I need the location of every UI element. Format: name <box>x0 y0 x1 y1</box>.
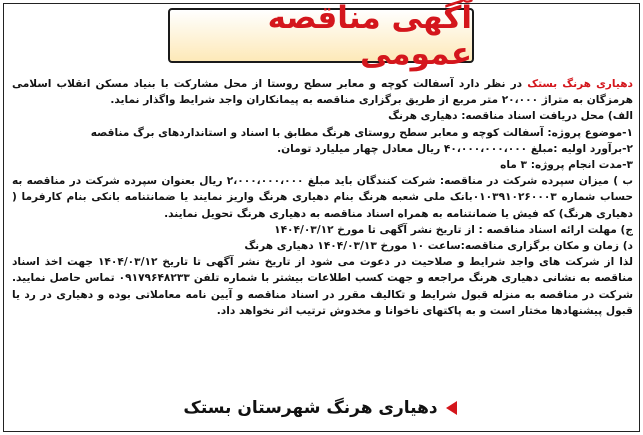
item-1-subject: ۱-موضوع پروژه: آسفالت کوچه و معابر سطح روستای هرنگ مطابق با اسناد و استانداردهای برگ مناقصه <box>90 126 633 139</box>
item-2-estimate: ۲-برآورد اولیه :مبلغ ۴۰،۰۰۰،۰۰۰،۰۰۰ ریال معادل چهار میلیارد تومان. <box>277 142 633 155</box>
item-c-deadline: ج) مهلت ارائه اسناد مناقصه : از تاریخ نشر آگهی تا مورخ ۱۴۰۴/۰۳/۱۲ <box>274 223 633 236</box>
intro-text: در نظر دارد آسفالت کوچه و معابر سطح روستا از محل مشارکت با بنیاد مسکن انقلاب اسلامی هرمزگان به متراژ ۲۰،۰۰۰ متر مربع از طریق برگزاری مناقصه به پیمانکاران واجد شرایط واگذار نماید. <box>12 78 633 107</box>
item-b-deposit: ب ) میزان سپرده شرکت در مناقصه: شرکت کنندگان باید مبلغ ۲،۰۰۰،۰۰۰،۰۰۰ ریال بعنوان سپرده شرکت در مناقصه به حساب شماره ۰۱۰۳۹۱۰۲۶۰۰۰۳بانک ملی شعبه هرنگ بنام دهیاری هرنگ واریز نمایند یا ضمانتنامه بانکی بنام کارفرما ( دهیاری هرنگ) که فیش یا ضمانتنامه به همراه اسناد مناقصه به دهیاری هرنگ تحویل نمایند. <box>12 175 634 220</box>
issuer-name: دهیاری هرنگ بستک <box>527 78 633 90</box>
signature-text: دهیاری هرنگ شهرستان بستک <box>183 398 438 418</box>
notice-title: آگهی مناقصه عمومی <box>267 0 472 72</box>
item-d-time-place: د) زمان و مکان برگزاری مناقصه:ساعت ۱۰ مورخ ۱۴۰۴/۰۳/۱۳ دهیاری هرنگ <box>244 240 633 253</box>
footer-signature <box>150 396 490 420</box>
notice-body <box>12 76 633 319</box>
title-banner <box>168 0 474 72</box>
intro-paragraph <box>12 76 633 108</box>
item-3-duration: ۳-مدت انجام پروژه: ۳ ماه <box>500 159 633 172</box>
item-a: الف) محل دریافت اسناد مناقصه: دهیاری هرنگ <box>388 110 633 123</box>
closing-paragraph: لذا از شرکت های واجد شرایط و صلاحیت در دعوت می شود از تاریخ نشر آگهی تا تاریخ ۱۴۰۴/۰۳/۱۲ جهت اخذ اسناد مناقصه به نشانی دهیاری هرنگ مراجعه و جهت کسب اطلاعات بیشتر با شماره تلفن ۰۹۱۷۹۶۴۸۲۳۳ تماس حاصل نمایید. شرکت در مناقصه به منزله قبول شرایط و تکالیف مقرر در اسناد مناقصه و آیین نامه معاملاتی بوده و دهیاری در رد یا قبول پیشنهادها مختار است و به پاکتهای ناخوانا و مخدوش ترتیب اثر نخواهد داد. <box>12 256 633 317</box>
arrow-left-icon <box>446 401 457 415</box>
